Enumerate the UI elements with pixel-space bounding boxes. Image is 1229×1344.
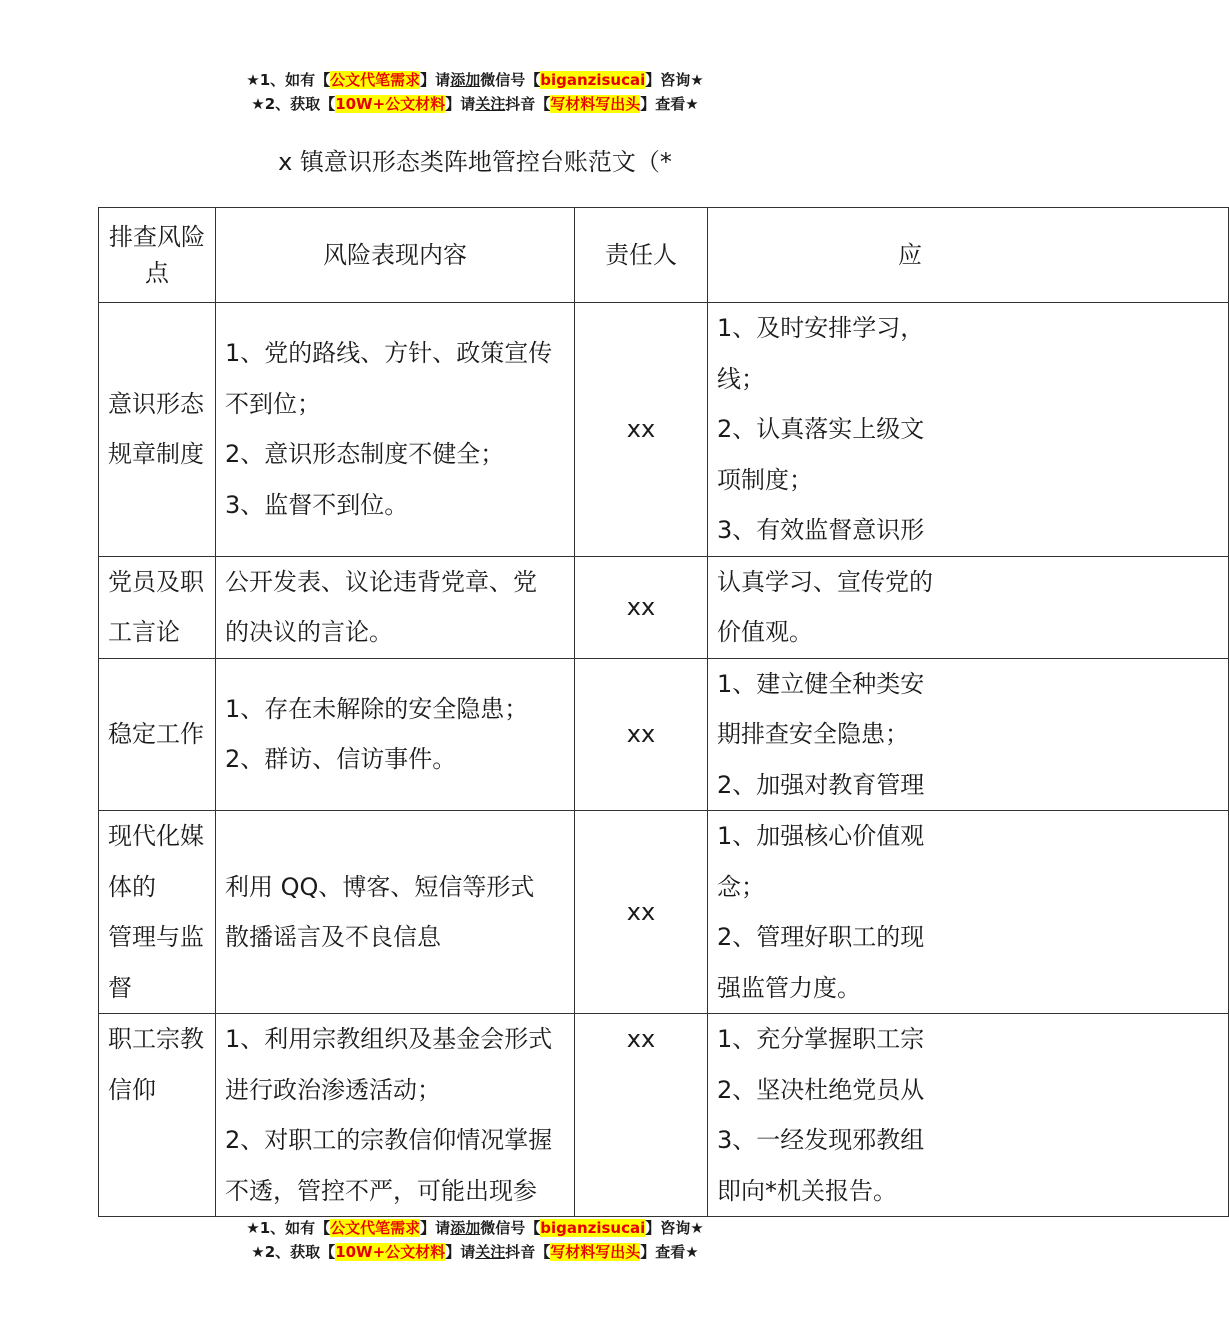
cell-line: 1、利用宗教组织及基金会形式 [225,1025,553,1053]
cell-line: 期排查安全隐患； [717,720,909,748]
table-row [99,658,1229,811]
promo-text: ★1、如有【 [246,1219,331,1237]
promo-line-2 [0,1240,950,1264]
header-label: 风险表现内容 [323,240,467,269]
promo-text: 】咨询★ [645,71,704,89]
responsible-person-cell: xx [575,658,708,811]
cell-line: 3、有效监督意识形 [717,516,925,544]
cell-line: 体的 [108,872,156,901]
table-row [99,303,1229,557]
cell-line: 1、建立健全种类安 [717,669,925,698]
cell-line: 督 [108,973,132,1002]
header-cell [99,208,216,303]
risk-content-cell [216,658,575,811]
promo-text: ★2、获取【 [251,1243,336,1261]
cell-line: 2、意识形态制度不健全； [225,440,505,469]
responsible-person-cell: xx [575,811,708,1014]
cell-line: 项制度； [717,465,813,494]
cell-line: 职工宗教 [108,1025,204,1053]
cell-line: 2、管理好职工的现 [717,923,925,951]
measure-cell [708,1014,1229,1217]
promo-line-1 [0,1216,950,1240]
cell-line: 3、一经发现邪教组 [717,1126,925,1154]
table-row [99,1014,1229,1217]
promo-text: 抖音【 [505,1243,551,1261]
promo-highlight: 公文代笔需求 [330,1219,421,1237]
promo-highlight: 10W+公文材料 [335,95,446,113]
promo-underlined: 关注 [475,95,506,113]
header-cell [216,208,575,303]
header-cell [575,208,708,303]
promo-banner-bottom [0,1216,950,1264]
risk-point-cell [99,811,216,1014]
cell-line: 2、认真落实上级文 [717,415,925,443]
cell-line: 1、存在未解除的安全隐患； [225,694,529,723]
promo-highlight: biganzisucai [540,1219,646,1237]
cell-line: 2、加强对教育管理 [717,770,925,799]
measure-cell [708,658,1229,811]
cell-line: 2、坚决杜绝党员从 [717,1075,925,1104]
cell-line: 线； [717,364,765,393]
promo-highlight: 公文代笔需求 [330,71,421,89]
promo-highlight: 写材料写出头 [550,1243,641,1261]
cell-line: 1、加强核心价值观 [717,822,925,850]
measure-cell [708,556,1229,658]
promo-text: 】查看★ [640,95,699,113]
promo-highlight: 写材料写出头 [550,95,641,113]
promo-text: 】请 [420,71,451,89]
cell-line: 利用 QQ、博客、短信等形式 [225,872,535,901]
cell-line: 3、监督不到位。 [225,490,409,519]
promo-underlined: 关注 [475,1243,506,1261]
document-title: x 镇意识形态类阵地管控台账范文（* [278,148,672,176]
table-row [99,811,1229,1014]
cell-line: 2、群访、信访事件。 [225,745,457,774]
cell-line: 稳定工作 [108,720,204,748]
cell-line: 1、党的路线、方针、政策宣传 [225,339,553,368]
responsible-person-cell: xx [575,1014,708,1217]
promo-text: 】请 [420,1219,451,1237]
ledger-table-container [98,207,950,1205]
risk-point-cell [99,556,216,658]
cell-line: 的决议的言论。 [225,618,393,646]
risk-content-cell [216,303,575,557]
promo-text: 微信号【 [480,71,541,89]
measure-cell [708,303,1229,557]
cell-line: 2、对职工的宗教信仰情况掌握 [225,1126,553,1154]
promo-text: 抖音【 [505,95,551,113]
measure-cell [708,811,1229,1014]
cell-line: 念； [717,872,765,901]
risk-point-cell [99,1014,216,1217]
promo-text: 】请 [445,1243,476,1261]
risk-point-cell [99,658,216,811]
cell-line: 认真学习、宣传党的 [717,567,933,596]
table-header-row [99,208,1229,303]
cell-line: 1、充分掌握职工宗 [717,1025,925,1053]
header-label: 排查风险点 [109,223,205,287]
promo-line-1 [0,68,950,92]
promo-text: ★2、获取【 [251,95,336,113]
promo-highlight: 10W+公文材料 [335,1243,446,1261]
responsible-person-cell: xx [575,303,708,557]
promo-banner-top [0,68,950,116]
cell-line: 公开发表、议论违背党章、党 [225,567,537,596]
cell-line: 意识形态 [108,389,204,418]
promo-text: 】查看★ [640,1243,699,1261]
cell-line: 管理与监 [108,923,204,951]
cell-line: 即向*机关报告。 [717,1176,897,1205]
promo-text: 微信号【 [480,1219,541,1237]
cell-line: 强监管力度。 [717,973,861,1002]
risk-content-cell [216,811,575,1014]
promo-text: 】咨询★ [645,1219,704,1237]
cell-line: 现代化媒 [108,822,204,850]
header-label: 责任人 [605,240,677,269]
responsible-person-cell: xx [575,556,708,658]
promo-line-2 [0,92,950,116]
cell-line: 进行政治渗透活动； [225,1075,441,1104]
cell-line: 不透，管控不严，可能出现参 [225,1176,537,1205]
promo-highlight: biganzisucai [540,71,646,89]
risk-point-cell [99,303,216,557]
ledger-table [98,207,1229,1217]
risk-content-cell [216,556,575,658]
table-row [99,556,1229,658]
cell-line: 不到位； [225,389,321,418]
header-cell [708,208,1229,303]
promo-text: 】请 [445,95,476,113]
promo-underlined: 添加 [450,1219,481,1237]
cell-line: 1、及时安排学习， [717,314,925,342]
promo-underlined: 添加 [450,71,481,89]
cell-line: 工言论 [108,618,180,646]
risk-content-cell [216,1014,575,1217]
cell-line: 散播谣言及不良信息 [225,923,441,951]
cell-line: 党员及职 [108,567,204,596]
cell-line: 信仰 [108,1075,156,1104]
cell-line: 规章制度 [108,440,204,469]
promo-text: ★1、如有【 [246,71,331,89]
header-label: 应 [898,240,922,269]
cell-line: 价值观。 [717,618,813,646]
